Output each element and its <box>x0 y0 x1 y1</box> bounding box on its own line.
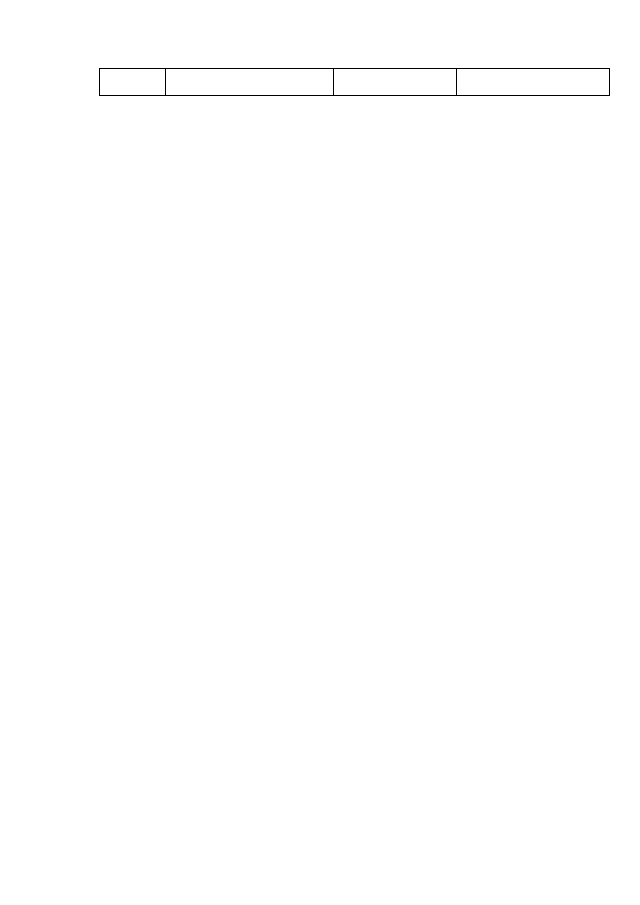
drug-table <box>99 68 610 96</box>
column-header <box>334 69 457 96</box>
table-header-row <box>100 69 610 96</box>
column-header <box>100 69 166 96</box>
column-header <box>457 69 610 96</box>
column-header <box>166 69 334 96</box>
